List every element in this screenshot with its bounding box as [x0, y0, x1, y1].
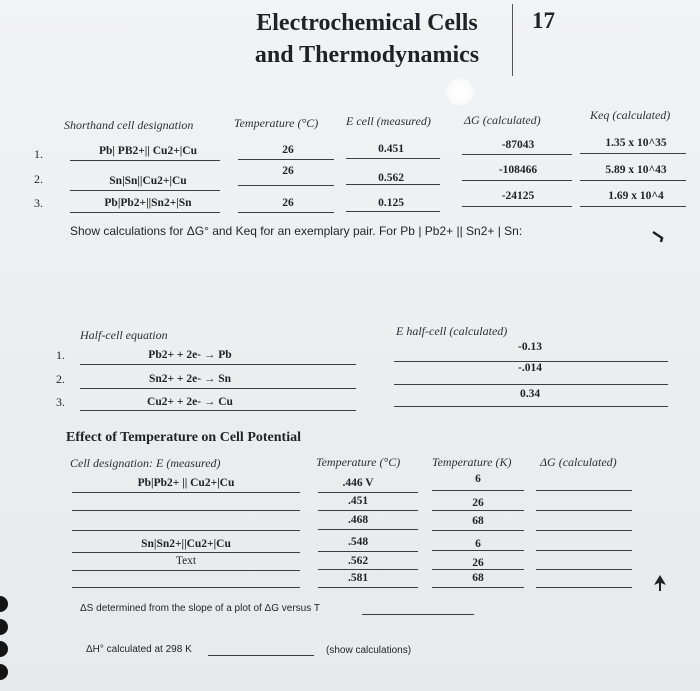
- group2-sublabel: Text: [175, 555, 197, 567]
- delta-h-prompt: ΔH° calculated at 298 K: [86, 644, 192, 655]
- header-cell-designation-e: Cell designation: E (measured): [70, 456, 221, 470]
- header-halfcell-equation: Half-cell equation: [80, 328, 168, 342]
- cell-temp-k: 68: [472, 572, 484, 584]
- cell-dg: -87043: [501, 139, 535, 151]
- row-number: 1.: [34, 147, 43, 161]
- arrow-up-icon: [651, 573, 669, 593]
- cell-temp-c: .548: [347, 536, 369, 548]
- header-dg-calc: ΔG (calculated): [540, 455, 617, 469]
- cell-ecell: 0.562: [378, 172, 404, 184]
- cell-keq: 1.69 x 10^4: [608, 190, 664, 202]
- header-ecell: E cell (measured): [346, 114, 431, 128]
- cell-temp-k: 26: [472, 557, 484, 569]
- cell-temp-c: .451: [347, 495, 369, 507]
- header-temp-c: Temperature (°C): [316, 455, 401, 469]
- cell-temperature: 26: [282, 197, 294, 209]
- delta-s-prompt: ΔS determined from the slope of a plot of ΔG versus T: [80, 603, 320, 614]
- pen-mark-icon: [650, 228, 670, 244]
- cell-ecell: 0.451: [378, 143, 404, 155]
- binder-hole: [0, 619, 8, 635]
- cell-temp-k: 6: [475, 473, 481, 485]
- cell-temp-c: .562: [347, 555, 369, 567]
- page-title-line2: and Thermodynamics: [254, 42, 480, 68]
- binder-hole: [0, 596, 8, 612]
- group1-cell-label: Pb|Pb2+ || Cu2+|Cu: [137, 477, 235, 489]
- header-temperature: Temperature (°C): [234, 116, 319, 130]
- header-cell-designation: Shorthand cell designation: [64, 118, 194, 132]
- cell-temperature: 26: [282, 165, 294, 177]
- cell-dg: -108466: [498, 164, 538, 176]
- cell-temp-k: 26: [472, 497, 484, 509]
- halfcell-equation: Pb2+ + 2e- → Pb: [148, 349, 232, 361]
- halfcell-potential: 0.34: [519, 388, 541, 400]
- header-keq: Keq (calculated): [590, 108, 671, 122]
- row-number: 3.: [34, 196, 43, 210]
- row-number: 3.: [56, 395, 65, 409]
- chapter-number: 17: [532, 8, 555, 33]
- group2-cell-label: Sn|Sn2+||Cu2+|Cu: [141, 538, 231, 550]
- cell-dg: -24125: [501, 190, 535, 202]
- cell-designation: Sn|Sn||Cu2+|Cu: [109, 175, 187, 187]
- cell-temperature: 26: [282, 144, 294, 156]
- header-dg: ΔG (calculated): [464, 113, 541, 127]
- cell-temp-c: .468: [347, 514, 369, 526]
- row-number: 2.: [56, 372, 65, 386]
- cell-temp-c: .446 V: [342, 477, 374, 489]
- cell-temp-c: .581: [347, 572, 369, 584]
- section-title: Effect of Temperature on Cell Potential: [66, 430, 301, 445]
- binder-hole: [0, 641, 8, 657]
- page-title-line1: Electrochemical Cells: [256, 10, 478, 36]
- cell-designation: Pb| PB2+|| Cu2+|Cu: [98, 145, 197, 157]
- cell-temp-k: 6: [475, 538, 481, 550]
- title-divider: [512, 4, 513, 76]
- row-number: 2.: [34, 172, 43, 186]
- halfcell-potential: -0.13: [518, 341, 542, 353]
- cell-keq: 1.35 x 10^35: [605, 137, 667, 149]
- header-halfcell-e: E half-cell (calculated): [396, 324, 508, 338]
- halfcell-equation: Sn2+ + 2e- → Sn: [148, 373, 232, 385]
- show-calculations-note: (show calculations): [326, 645, 412, 656]
- header-temp-k: Temperature (K): [432, 455, 512, 469]
- light-glare: [446, 78, 474, 106]
- cell-ecell: 0.125: [378, 197, 404, 209]
- cell-temp-k: 68: [472, 515, 484, 527]
- show-calculations-instruction: Show calculations for ΔG° and Keq for an exemplary pair. For Pb | Pb2+ || Sn2+ | Sn:: [70, 224, 523, 238]
- row-number: 1.: [56, 348, 65, 362]
- cell-designation: Pb|Pb2+||Sn2+|Sn: [104, 197, 192, 209]
- halfcell-equation: Cu2+ + 2e- → Cu: [147, 396, 233, 408]
- cell-keq: 5.89 x 10^43: [605, 164, 667, 176]
- halfcell-potential: -.014: [518, 362, 542, 374]
- binder-hole: [0, 664, 8, 680]
